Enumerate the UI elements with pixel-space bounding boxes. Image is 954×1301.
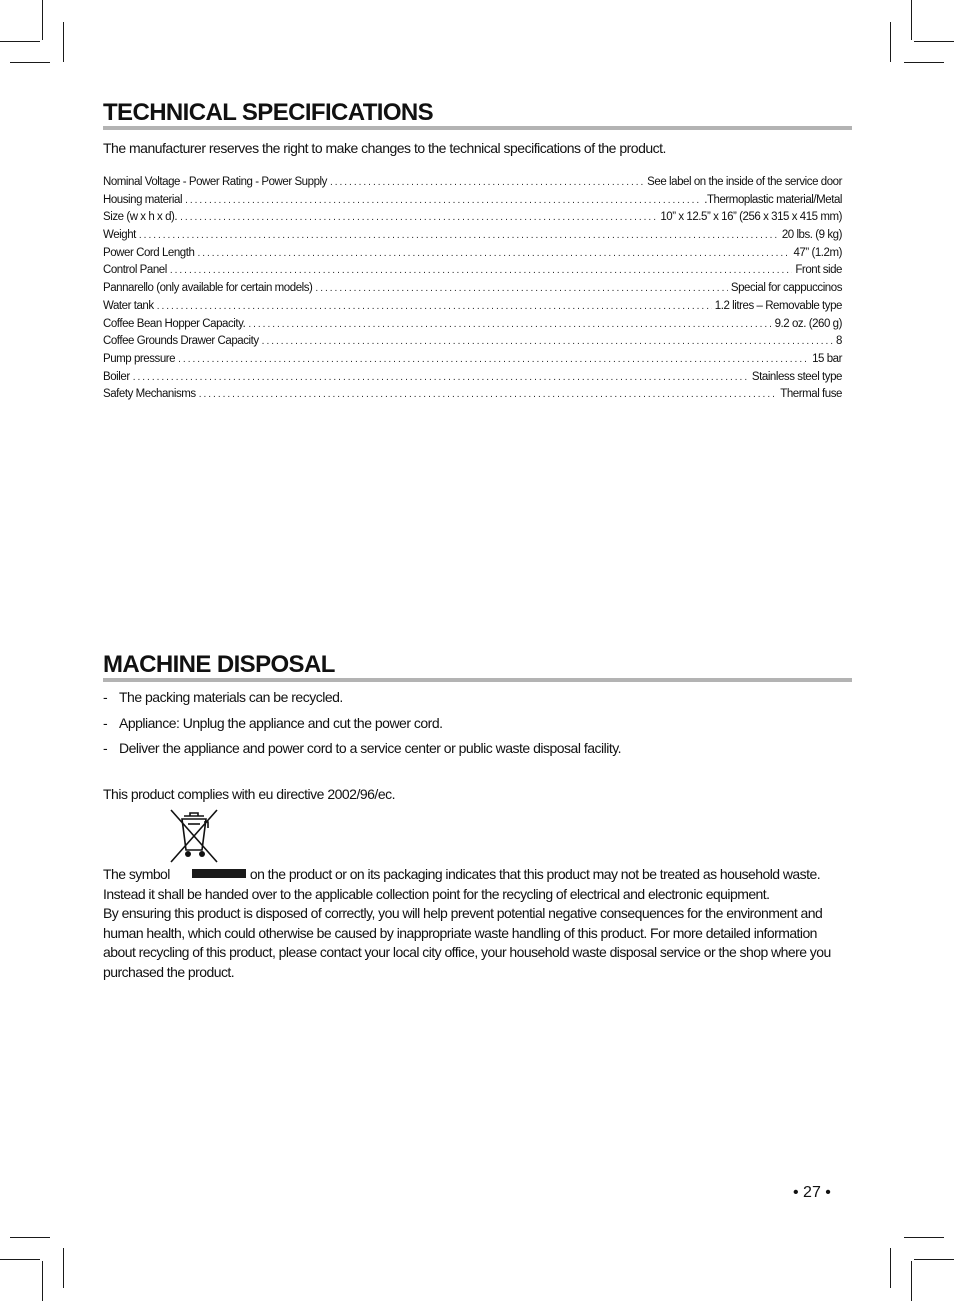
crop-mark [911, 1261, 912, 1301]
spec-row [103, 194, 842, 212]
spec-row [103, 211, 842, 229]
spec-value: Front side [795, 264, 842, 277]
bullet-text: The packing materials can be recycled. [119, 689, 343, 705]
leader-dots [170, 265, 793, 276]
spec-label: Weight [103, 229, 136, 242]
leader-dots [199, 389, 778, 400]
spec-row [103, 353, 842, 371]
tech-spec-rule [103, 126, 852, 130]
spec-row [103, 176, 842, 194]
spec-label: Size (w x h x d). [103, 211, 178, 224]
crop-mark [10, 1237, 50, 1238]
leader-dots [185, 195, 701, 206]
symbol-paragraph [103, 865, 852, 904]
crop-mark [904, 62, 944, 63]
crop-mark [42, 1261, 43, 1301]
spec-row [103, 300, 842, 318]
disposal-bullet-list [103, 689, 852, 766]
leader-dots [330, 177, 644, 188]
bullet-marker: - [103, 714, 108, 731]
spec-label: Housing material [103, 193, 183, 206]
crossed-out-wheelie-bin-icon [168, 808, 220, 864]
crop-mark [890, 1248, 891, 1288]
spec-row [103, 318, 842, 336]
tech-spec-title: TECHNICAL SPECIFICATIONS [103, 99, 434, 126]
spec-label: Boiler [103, 370, 130, 383]
disposal-title: MACHINE DISPOSAL [103, 651, 335, 678]
spec-row [103, 264, 842, 282]
spec-value: 9.2 oz. (260 g) [774, 317, 842, 330]
leader-dots [262, 336, 833, 347]
spec-label: Power Cord Length [103, 246, 195, 259]
leader-dots [133, 372, 749, 383]
bullet-text: Deliver the appliance and power cord to a service center or public waste disposal facility. [119, 740, 622, 756]
list-item [103, 715, 852, 741]
spec-value: Special for cappuccinos [730, 282, 842, 295]
spec-value: See label on the inside of the service door [647, 176, 842, 188]
spec-label: Control Panel [103, 264, 167, 277]
crop-mark [914, 1259, 954, 1260]
spec-list [103, 176, 842, 406]
crop-mark [42, 0, 43, 40]
leader-dots [180, 212, 657, 223]
crop-mark [890, 22, 891, 62]
spec-value: Thermal fuse [780, 388, 842, 401]
symbol-prefix: The symbol [103, 866, 170, 882]
spec-label: Safety Mechanisms [103, 388, 196, 401]
bullet-marker: - [103, 689, 108, 705]
spec-value: 10” x 12.5” x 16” (256 x 315 x 415 mm) [660, 211, 842, 224]
list-item [103, 689, 852, 715]
symbol-sentence: on the product or on its packaging indicates that this product may not be treated as household waste. Instead it shall be handed over to the applicable collection point for the recycling of electrical and electronic equipment. [103, 866, 821, 902]
spec-label: Nominal Voltage - Power Rating - Power Supply [103, 176, 327, 188]
bullet-marker: - [103, 740, 108, 756]
leader-dots [178, 354, 809, 365]
crop-mark [904, 1237, 944, 1238]
disposal-paragraph: By ensuring this product is disposed of correctly, you will help prevent potential negative consequences for the environment and human health, which could otherwise be caused by inappropriate waste handling of this product. For more detailed information about recycling of this product, please contact your local city office, your household waste disposal service or the shop where you purchased the product. [103, 905, 831, 980]
spec-value: 1.2 litres – Removable type [714, 299, 842, 312]
disposal-rule [103, 678, 852, 682]
spec-label: Pump pressure [103, 352, 176, 365]
crop-mark [0, 1259, 40, 1260]
list-item [103, 740, 852, 766]
spec-row [103, 388, 842, 406]
crop-mark [914, 41, 954, 42]
spec-value: 47” (1.2m) [793, 246, 842, 259]
bullet-text: Appliance: Unplug the appliance and cut the power cord. [119, 714, 443, 731]
leader-dots [248, 319, 771, 330]
spec-value: 15 bar [812, 352, 842, 365]
spec-label: Water tank [103, 299, 154, 312]
spec-value: .Thermoplastic material/Metal [704, 193, 842, 206]
spec-row [103, 335, 842, 353]
spec-label: Pannarello (only available for certain models) [103, 282, 313, 295]
crop-mark [0, 41, 40, 42]
leader-dots [197, 248, 790, 259]
crop-mark [911, 0, 912, 40]
crop-mark [63, 22, 64, 62]
page-number: • 27 • [793, 1184, 831, 1201]
spec-label: Coffee Grounds Drawer Capacity [103, 335, 259, 348]
spec-row [103, 282, 842, 300]
spec-row [103, 229, 842, 247]
directive-statement: This product complies with eu directive 2002/96/ec. [103, 786, 395, 802]
leader-dots [157, 301, 712, 312]
spec-row [103, 247, 842, 265]
spec-row [103, 371, 842, 389]
spec-value: 20 lbs. (9 kg) [781, 229, 842, 242]
spec-value: 8 [836, 335, 842, 348]
leader-dots [139, 230, 779, 241]
spec-label: Coffee Bean Hopper Capacity. [103, 317, 246, 330]
tech-spec-intro: The manufacturer reserves the right to make changes to the technical specifications of the product. [103, 140, 666, 156]
crop-mark [10, 62, 50, 63]
symbol-bar [192, 869, 246, 878]
crop-mark [63, 1248, 64, 1288]
spec-value: Stainless steel type [751, 370, 842, 383]
leader-dots [315, 283, 727, 294]
